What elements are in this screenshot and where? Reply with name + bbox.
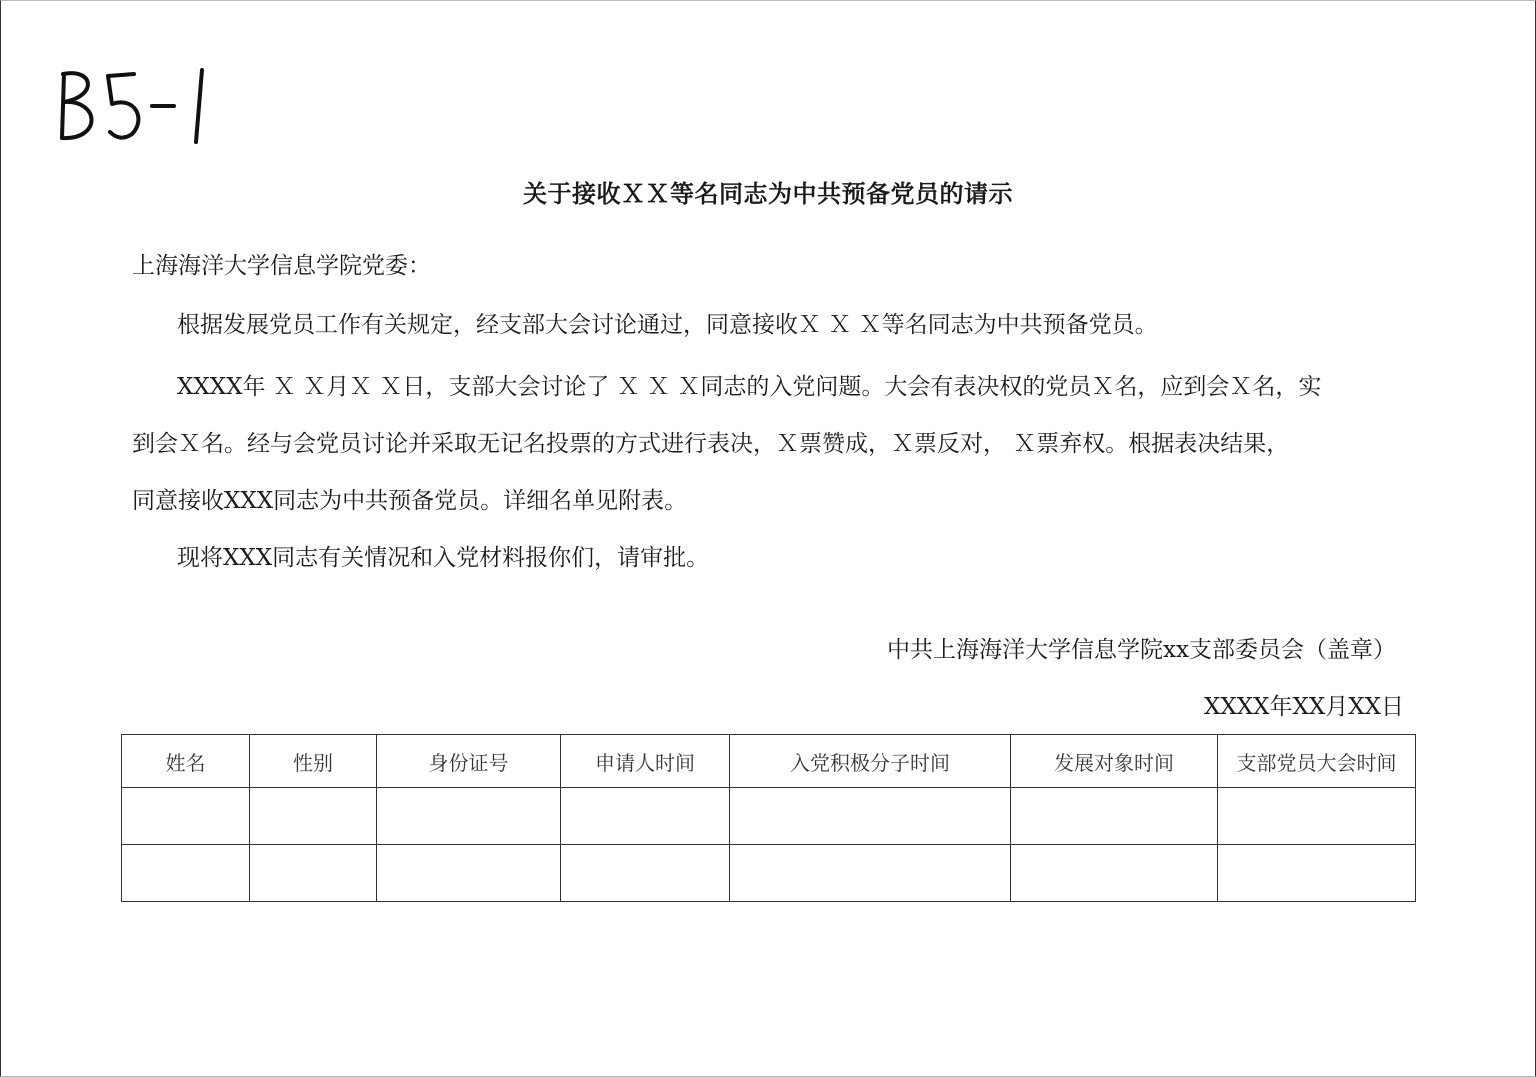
table-cell — [250, 845, 377, 902]
addressee: 上海海洋大学信息学院党委： — [132, 253, 431, 279]
header-gender: 性别 — [250, 735, 377, 788]
table-row — [122, 845, 1416, 902]
handwritten-document-code — [54, 62, 224, 152]
table-cell — [561, 788, 730, 845]
document-title: 关于接收ＸＸ等名同志为中共预备党员的请示 — [523, 179, 1013, 208]
table-header-row — [122, 735, 1416, 788]
table-cell — [1011, 845, 1218, 902]
document-date: XXXX年XX月XX日 — [1204, 694, 1404, 720]
table-cell — [377, 845, 561, 902]
handwritten-code-drawing — [54, 62, 224, 152]
candidate-roster-table — [121, 734, 1416, 902]
signature-line: 中共上海海洋大学信息学院xx支部委员会（盖章） — [887, 637, 1396, 663]
header-name: 姓名 — [122, 735, 250, 788]
paragraph-1: 根据发展党员工作有关规定，经支部大会讨论通过，同意接收Ｘ Ｘ Ｘ等名同志为中共预备党员。 — [177, 312, 1158, 338]
table-cell — [250, 788, 377, 845]
table-row — [122, 788, 1416, 845]
table-cell — [1218, 788, 1416, 845]
paragraph-2-line-3: 同意接收XXX同志为中共预备党员。详细名单见附表。 — [132, 488, 688, 514]
header-activist-time: 入党积极分子时间 — [730, 735, 1011, 788]
paragraph-2-line-1: XXXX年 Ｘ Ｘ月Ｘ Ｘ日，支部大会讨论了 Ｘ Ｘ Ｘ同志的入党问题。大会有表决权的党员Ｘ名，应到会Ｘ名，实 — [177, 374, 1322, 400]
header-branch-meeting-time: 支部党员大会时间 — [1218, 735, 1416, 788]
table-cell — [730, 845, 1011, 902]
paragraph-3: 现将XXX同志有关情况和入党材料报你们，请审批。 — [177, 545, 710, 571]
table-cell — [1011, 788, 1218, 845]
table-cell — [122, 845, 250, 902]
header-id-number: 身份证号 — [377, 735, 561, 788]
table-cell — [730, 788, 1011, 845]
table-cell — [122, 788, 250, 845]
paragraph-2-line-2: 到会Ｘ名。经与会党员讨论并采取无记名投票的方式进行表决，Ｘ票赞成，Ｘ票反对， Ｘ票弃权。根据表决结果， — [132, 431, 1290, 457]
header-application-time: 申请人时间 — [561, 735, 730, 788]
header-development-target-time: 发展对象时间 — [1011, 735, 1218, 788]
table-cell — [1218, 845, 1416, 902]
table-cell — [561, 845, 730, 902]
table-cell — [377, 788, 561, 845]
